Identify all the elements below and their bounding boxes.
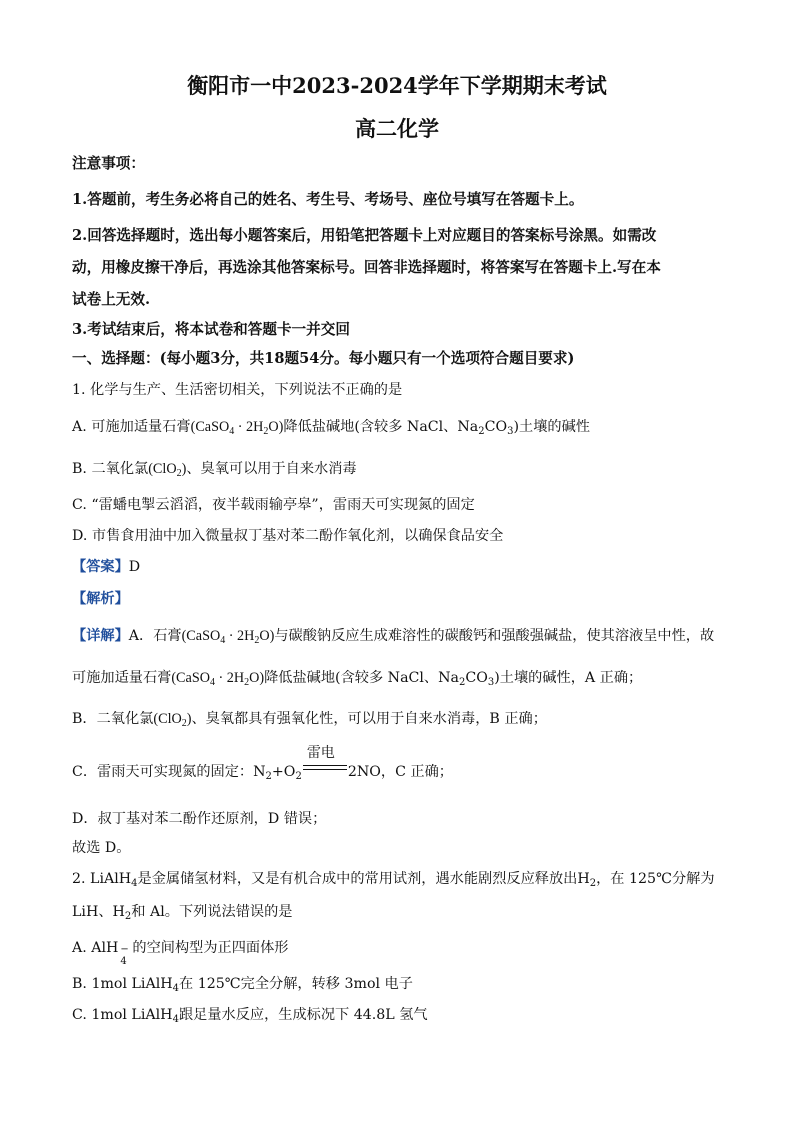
q2-stem-line-1: 2. LiAlH$_4$是金属储氢材料，又是有机合成中的常用试剂，遇水能剧烈反应释放出$H_2$，在 125℃分解为	[72, 871, 715, 889]
notes-heading: 注意事项：	[72, 155, 145, 172]
q1-detail-line-1: 【详解】A．石膏(CaSO$_4$ · $2H_2O$)与碳酸钠反应生成难溶性的碳酸钙和强酸强碱盐，使其溶液呈中性，故	[72, 628, 715, 646]
note-1: 1.答题前，考生务必将自己的姓名、考生号、考场号、座位号填写在答题卡上。	[72, 191, 584, 208]
exam-title: 衡阳市一中2023-2024学年下学期期末考试	[187, 73, 607, 98]
q1-detail-line-3: B．二氧化氯(ClO$_2$)、臭氧都具有强氧化性，可以用于自来水消毒，B 正确；	[72, 711, 547, 729]
reaction-condition: 雷电	[306, 745, 335, 761]
note-2-line-1: 2.回答选择题时，选出每小题答案后，用铅笔把答题卡上对应题目的答案标号涂黑。如需改	[72, 227, 657, 244]
q1-detail-line-5: D．叔丁基对苯二酚作还原剂，D 错误；	[72, 811, 327, 827]
q1-stem: 1. 化学与生产、生活密切相关，下列说法不正确的是	[72, 382, 403, 398]
section-heading: 一、选择题：(每小题3分，共18题54分。每小题只有一个选项符合题目要求)	[72, 350, 575, 367]
q2-option-b: B. 1mol LiAlH$_4$在 125℃完全分解，转移 3mol 电子	[72, 976, 413, 994]
q2-option-a: A. AlH − 4 的空间构型为正四面体形	[72, 940, 289, 967]
q1-detail-line-6: 故选 D。	[72, 840, 131, 856]
q1-option-d: D. 市售食用油中加入微量叔丁基对苯二酚作氧化剂，以确保食品安全	[72, 528, 504, 544]
q2-stem-line-2: LiH、$H_2$和 Al。下列说法错误的是	[72, 904, 293, 922]
detail-tag: 【详解】	[72, 628, 129, 644]
q1-option-c: C. “雷蟠电掣云滔滔，夜半载雨输亭皋”，雷雨天可实现氮的固定	[72, 497, 475, 513]
reaction-condition-equals	[303, 745, 347, 778]
q1-detail-line-2: 可施加适量石膏(CaSO$_4$ · $2H_2O$)降低盐碱地(含较多 NaCl、$Na_2CO_3$)土壤的碱性，A 正确；	[72, 670, 643, 688]
q2-option-c: C. 1mol LiAlH$_4$跟足量水反应，生成标况下 44.8L 氢气	[72, 1007, 428, 1025]
q1-analysis-tag: 【解析】	[72, 591, 129, 607]
note-2-line-2: 动，用橡皮擦干净后，再选涂其他答案标号。回答非选择题时，将答案写在答题卡上.写在本	[72, 259, 661, 276]
q1-option-a: A. 可施加适量石膏(CaSO$_4$ · $2H_2O$)降低盐碱地(含较多 NaCl、$Na_2CO_3$)土壤的碱性	[72, 419, 590, 437]
q1-answer	[72, 556, 140, 576]
gypsum-formula: (CaSO$_4$ · $2H_2O$)	[190, 419, 284, 437]
answer-value: D	[128, 559, 141, 575]
q1-option-b: B. 二氧化氯(ClO$_2$)、臭氧可以用于自来水消毒	[72, 461, 357, 479]
note-2-line-3: 试卷上无效.	[72, 291, 151, 308]
note-3: 3.考试结束后，将本试卷和答题卡一并交回	[72, 321, 350, 338]
exam-subject: 高二化学	[355, 116, 439, 141]
q1-detail-line-4-equation: C．雷雨天可实现氮的固定：$N_2+O_2$ 雷电 2NO，C 正确；	[72, 761, 453, 781]
answer-tag: 【答案】	[72, 559, 129, 575]
